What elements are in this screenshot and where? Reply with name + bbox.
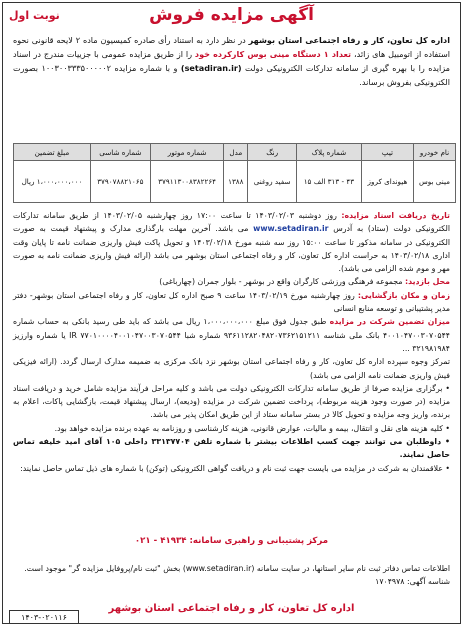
docs-date-text-2: می باشد. آخرین مهلت بارگذاری مدارک و پیشنهاد قیمت به صورت الکترونیکی در سامانه مذکور تا ساعت ۱۵:۰۰ روز سه شنبه مورخ ۱۴۰۳/۰۲/۱۸ و تحویل پاکت فیش واریزی ضمانت نامه تا پایان وقت اداری ۱۴۰۳/۰۲/۱۸ به حراست اداره کل تعاون، کار و رفاه اجتماعی استان بوشهر می باشد (ارائه فیش واریزی ضمانت نامه به صورت مهر و موم شده الزامی می باشد). <box>13 224 451 274</box>
contact-paragraph: • داوطلبان می توانند جهت کسب اطلاعات بیشتر با شماره تلفن ۳۳۱۳۷۷۰۴ داخلی ۱۰۵ آقای امید خلیفه تماس حاصل نمایند. <box>13 437 451 460</box>
col-header: مبلغ تضمین <box>14 144 91 161</box>
visit-place-text: مجموعه فرهنگی ورزشی کارگران واقع در بوشهر - بلوار جمران (چهارباغی) <box>159 277 405 287</box>
table-row <box>14 161 456 203</box>
register-paragraph: • علاقمندان به شرکت در مزایده می بایست جهت ثبت نام و دریافت گواهی الکترونیکی (توکن) با شماره های ذیل تماس حاصل نمایند: <box>20 463 450 473</box>
setad-link[interactable]: www.setadiran.ir <box>253 224 329 234</box>
docs-date-paragraph <box>13 209 450 275</box>
cell-plate: ۴۳ - ۳۱۳ الف ۱۵ <box>297 161 362 203</box>
col-header: نام خودرو <box>414 144 456 161</box>
opening-label: زمان و مکان بازگشایی: <box>357 290 450 300</box>
footer-code: ۱۴۰۳-۰۲۰۱۱۶ <box>9 610 79 624</box>
costs-paragraph: • کلیه هزینه های نقل و انتقال، بیمه و مالیات، عوارض قانونی، هزینه کارشناسی و روزنامه به عهده برنده مزایده خواهد بود. <box>54 423 450 433</box>
support-line: مرکز پشتیبانی و راهبری سامانه: ۴۱۹۳۴ - ۰۲۱ <box>134 536 329 546</box>
intro-item: تعداد ۱ دستگاه مینی بوس کارکرده خود <box>194 49 352 59</box>
visit-place-paragraph <box>13 275 450 288</box>
footnote-line-2: شناسه آگهی: ۱۷۰۴۹۷۸ <box>375 577 450 586</box>
intro-site: (setadiran.ir) <box>180 63 242 73</box>
col-header: شماره پلاک <box>297 144 362 161</box>
col-header: رنگ <box>248 144 297 161</box>
cell-chassis: ۳۷۹۰۷۸۸۲۱۰۶۵ <box>90 161 150 203</box>
deposit-label: میزان تضمین شرکت در مزایده <box>329 317 450 327</box>
cell-color: سفید روغنی <box>248 161 297 203</box>
process-paragraph: • برگزاری مزایده صرفا از طریق سامانه تدارکات الکترونیکی دولت می باشد و کلیه مراحل فرآیند مزایده شامل خرید و دریافت اسناد مزایده (در صورت وجود هزینه مربوطه)، پرداخت تضمین شرکت در مزایده (ودیعه)، ارسال پیشنهاد قیمت، بازگشایی پاکات، اعلام به برنده، واریز وجه مزایده و تحویل کالا در بستر سامانه ستاد از این طریق امکان پذیر می باشد. <box>13 383 450 420</box>
vehicle-table <box>13 143 456 203</box>
cell-vehicle-name: مینی بوس <box>414 161 456 203</box>
deposit-paragraph-2: تمرکز وجوه سپرده اداره کل تعاون، کار و رفاه اجتماعی استان بوشهر نزد بانک مرکزی به ضمیمه مدارک ارسال گردد. (ارائه فیزیکی فیش واریزی ضمانت نامه الزامی می باشد) <box>13 357 450 380</box>
notice-frame <box>2 2 461 624</box>
table-header-row <box>14 144 456 161</box>
intro-org: اداره کل تعاون، کار و رفاه اجتماعی استان بوشهر <box>248 35 450 45</box>
col-header: شماره شاسی <box>90 144 150 161</box>
cell-deposit: ۱،۰۰۰،۰۰۰،۰۰۰ ریال <box>14 161 91 203</box>
turn-label: نوبت اول <box>9 9 60 22</box>
support-center <box>13 534 450 548</box>
col-header: شماره موتور <box>150 144 224 161</box>
intro-paragraph <box>13 33 450 89</box>
docs-date-text: روز دوشنبه ۱۴۰۳/۰۲/۰۳ تا ساعت ۱۷:۰۰ روز چهارشنبه ۱۴۰۳/۰۲/۰۵ از طریق سامانه تدارکات الکترونیکی دولت (ستاد) به آدرس <box>13 211 450 234</box>
deposit-paragraph <box>13 315 450 355</box>
visit-place-label: محل بازدید: <box>404 277 450 287</box>
intro-text-1: در نظر دارد به استناد رأی صادره کمیسیون ماده ۲ لایحه قانونی نحوه استفاده از اتومبیل های زائد، <box>13 35 450 59</box>
footnote <box>13 562 450 588</box>
col-header: مدل <box>224 144 248 161</box>
cell-engine: ۳۷۹۱۱۳۰۰۸۳۸۲۲۶۴ <box>150 161 224 203</box>
cell-model: ۱۳۸۸ <box>224 161 248 203</box>
opening-text: روز چهارشنبه مورخ ۱۴۰۳/۰۲/۱۹ ساعت ۹ صبح اداره کل تعاون، کار و رفاه اجتماعی استان بوشهر- دفتر مدیر پشتیبانی و توسعه منابع انسانی <box>13 290 450 314</box>
footnote-line-1: اطلاعات تماس دفاتر ثبت نام سایر استانها، در سایت سامانه (www.setadiran.ir) بخش "ثبت نام/پروفایل مزایده گر" موجود است. <box>24 564 450 573</box>
col-header: تیپ <box>361 144 413 161</box>
cell-type: هیوندای کروز <box>361 161 413 203</box>
intro-text-3: و با شماره مزایده ۱۰۰۳۰۰۳۳۳۵۰۰۰۰۰۲ بصورت الکترونیکی بفروش برساند. <box>13 63 450 87</box>
intro-text-2: را از طریق مزایده عمومی با جزییات مندرج در اسناد مزایده را با بهره گیری از سامانه تدارکات الکترونیکی دولت <box>13 49 451 73</box>
deposit-text: طبق جدول فوق مبلغ ۱،۰۰۰،۰۰۰،۰۰۰ ریال می باشد که باید طی رسید بانکی به حساب شماره ۴۰۰۱۰۴۷۰۰۳۰۷۰۵۴۴ بانک ملی شناسه ۹۳۶۱۱۲۸۲۰۴۸۲۰۷۳۶۲۱۵۱۲۱۱ شماره شبا IR ۷۷۰۱۰۰۰۰۴۰۰۱۰۴۷۰۰۳۰۷۰۵۴۴ یا شماره وارزیز ۳۲۱۹۸۱۹۸۴ ... <box>13 317 450 353</box>
notice-title: آگهی مزایده فروش <box>149 5 314 25</box>
opening-paragraph <box>13 289 450 316</box>
docs-date-label: تاریخ دریافت اسناد مزایده: <box>341 211 450 220</box>
footer-org: اداره کل تعاون، کار و رفاه اجتماعی استان بوشهر <box>108 603 355 614</box>
notice-header <box>3 3 460 31</box>
notice-body <box>13 209 450 475</box>
